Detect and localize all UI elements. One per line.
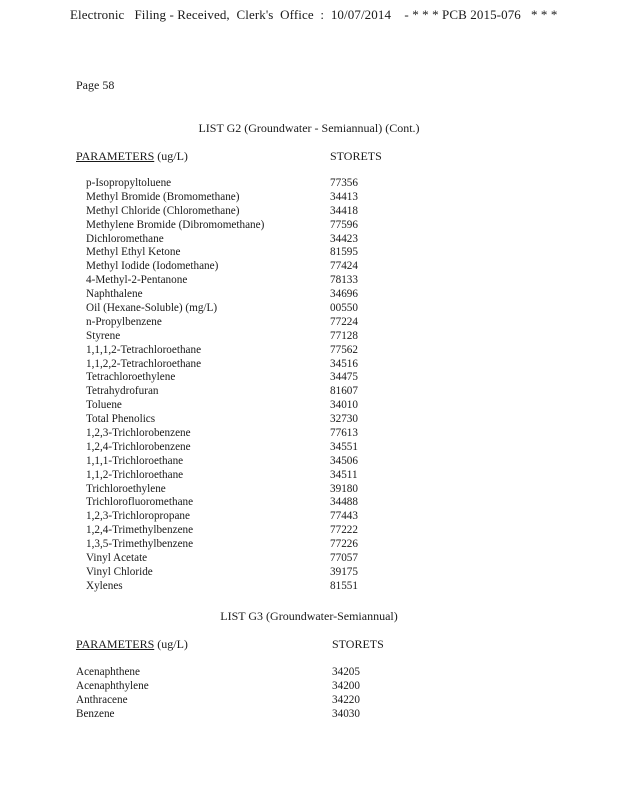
list-g3-params-label: PARAMETERS <box>76 637 155 651</box>
storet-code: 34010 <box>330 399 358 412</box>
filing-stamp <box>70 7 610 23</box>
storet-code: 34551 <box>330 440 358 453</box>
storet-code: 81607 <box>330 385 358 398</box>
storet-code: 77128 <box>330 329 358 342</box>
storet-code: 00550 <box>330 302 358 315</box>
storet-code: 34488 <box>330 496 358 509</box>
list-g2-params-header <box>76 149 188 164</box>
parameter-name: 1,2,3-Trichloropropane <box>86 510 190 523</box>
list-g2-storets-header: STORETS <box>330 149 382 163</box>
storet-code: 34506 <box>330 454 358 467</box>
parameter-name: Trichloroethylene <box>86 482 166 495</box>
storet-code: 77226 <box>330 538 358 551</box>
list-g3-units-label: (ug/L) <box>154 637 188 651</box>
parameter-name: Acenaphthylene <box>76 679 149 692</box>
parameter-name: Vinyl Acetate <box>86 552 148 565</box>
parameter-name: Anthracene <box>76 693 128 706</box>
storet-code: 34696 <box>330 288 358 301</box>
parameter-name: Total Phenolics <box>86 413 156 426</box>
parameter-name: Methyl Iodide (Iodomethane) <box>86 260 219 273</box>
storet-code: 78133 <box>330 274 358 287</box>
parameter-name: 1,3,5-Trimethylbenzene <box>86 538 194 551</box>
parameter-name: Toluene <box>86 399 122 412</box>
parameter-name: Methylene Bromide (Dibromomethane) <box>86 218 265 231</box>
storet-code: 77443 <box>330 510 358 523</box>
parameter-name: p-Isopropyltoluene <box>86 177 172 189</box>
storet-code: 39180 <box>330 482 358 495</box>
parameter-name: 1,2,4-Trichlorobenzene <box>86 440 191 453</box>
parameter-name: 1,2,3-Trichlorobenzene <box>86 427 191 440</box>
parameter-name: Methyl Bromide (Bromomethane) <box>86 190 240 203</box>
stamp-prefix: Electronic Filing - Received, Clerk's Office : 10/07/2014 <box>70 7 392 22</box>
storet-code: 34423 <box>330 232 358 245</box>
parameter-name: Dichloromethane <box>86 232 164 245</box>
storet-code: 34516 <box>330 357 358 370</box>
parameter-name: Trichlorofluoromethane <box>86 496 194 509</box>
storet-code: 77613 <box>330 427 358 440</box>
storet-code: 34418 <box>330 204 358 217</box>
storet-code: 77424 <box>330 260 358 273</box>
list-g3-title: LIST G3 (Groundwater-Semiannual) <box>220 609 398 623</box>
storet-code: 77562 <box>330 343 358 356</box>
list-g2-units-label: (ug/L) <box>154 149 188 163</box>
parameter-name: Benzene <box>76 707 115 720</box>
parameter-name: Tetrachloroethylene <box>86 371 176 384</box>
storet-code: 34030 <box>332 707 360 720</box>
storet-code: 77222 <box>330 524 358 537</box>
storet-code: 77224 <box>330 315 358 328</box>
storet-code: 32730 <box>330 413 358 426</box>
storet-code: 34200 <box>332 679 360 692</box>
parameter-name: Acenaphthene <box>76 666 140 678</box>
parameter-name: 1,1,1,2-Tetrachloroethane <box>86 343 202 356</box>
stamp-case: - * * * PCB 2015-076 * * * <box>404 7 558 22</box>
list-g2-title: LIST G2 (Groundwater - Semiannual) (Cont.) <box>198 121 420 135</box>
list-g3-storets-header: STORETS <box>332 637 384 651</box>
parameter-name: Styrene <box>86 329 121 342</box>
parameter-name: Methyl Ethyl Ketone <box>86 246 181 259</box>
storet-code: 39175 <box>330 565 358 578</box>
storet-code: 81551 <box>330 579 358 592</box>
parameter-name: Xylenes <box>86 579 123 592</box>
parameter-name: 4-Methyl-2-Pentanone <box>86 274 188 287</box>
storet-code: 34205 <box>332 666 360 678</box>
storet-code: 77596 <box>330 218 358 231</box>
list-g3-params-header <box>76 637 188 652</box>
list-g2-params-label: PARAMETERS <box>76 149 155 163</box>
storet-code: 34220 <box>332 693 360 706</box>
storet-code: 77356 <box>330 177 358 189</box>
parameter-name: Naphthalene <box>86 288 143 301</box>
storet-code: 81595 <box>330 246 358 259</box>
parameter-name: Oil (Hexane-Soluble) (mg/L) <box>86 302 218 315</box>
parameter-name: 1,2,4-Trimethylbenzene <box>86 524 194 537</box>
parameter-name: Methyl Chloride (Chloromethane) <box>86 204 240 217</box>
storet-code: 34413 <box>330 190 358 203</box>
parameter-name: Tetrahydrofuran <box>86 385 159 398</box>
page-number: Page 58 <box>76 78 115 92</box>
storet-code: 34475 <box>330 371 358 384</box>
parameter-name: 1,1,2-Trichloroethane <box>86 468 184 481</box>
parameter-name: 1,1,1-Trichloroethane <box>86 454 184 467</box>
storet-code: 77057 <box>330 552 358 565</box>
parameter-name: n-Propylbenzene <box>86 315 162 328</box>
parameter-name: Vinyl Chloride <box>86 565 153 578</box>
parameter-name: 1,1,2,2-Tetrachloroethane <box>86 357 202 370</box>
storet-code: 34511 <box>330 468 358 481</box>
